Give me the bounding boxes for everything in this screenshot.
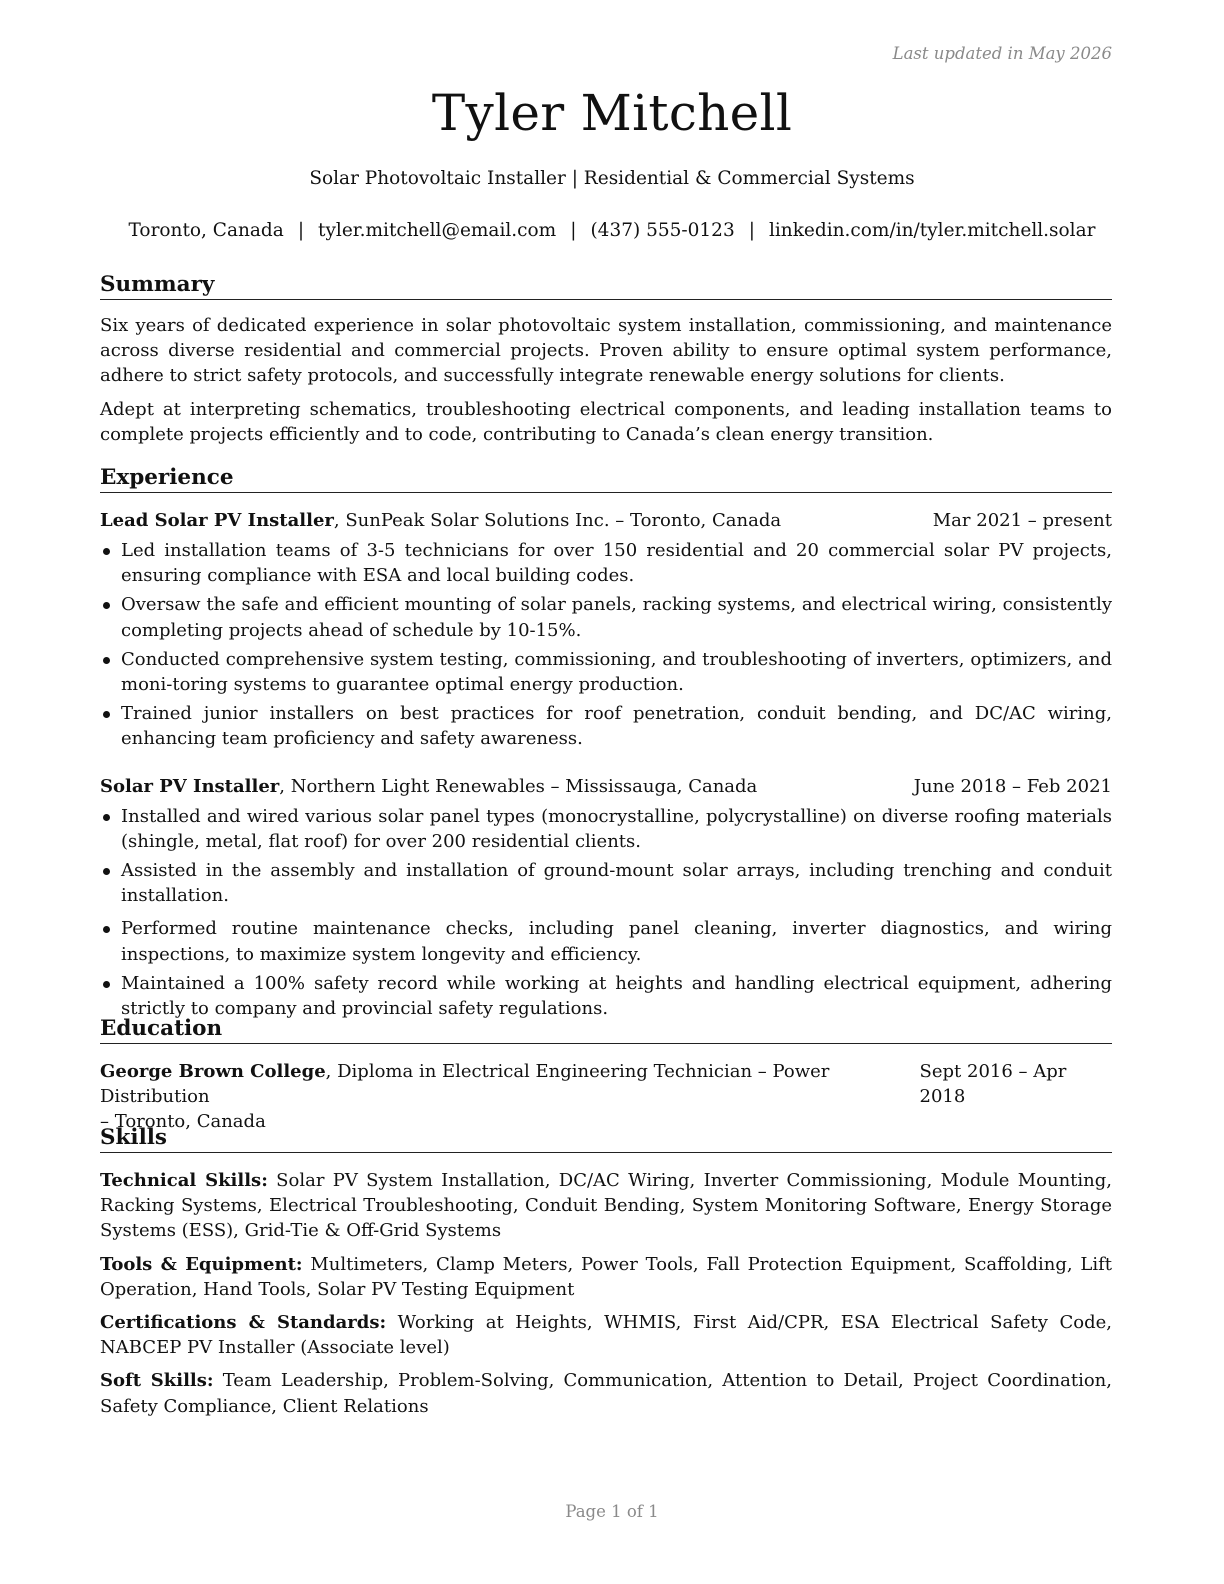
skill-group-text: Multimeters, Clamp Meters, Power Tools, Fall Protection Equipment, Scaffolding, Lift Operation, Hand Tools, Solar PV Testing Equipment: [100, 1253, 1112, 1300]
section-title-education: Education: [100, 1015, 1112, 1044]
job-dates: June 2018 – Feb 2021: [913, 775, 1112, 797]
education-dates: Sept 2016 – Apr 2018: [919, 1061, 1067, 1107]
last-updated-note: Last updated in May 2026: [892, 44, 1112, 63]
contact-separator: |: [570, 220, 577, 241]
job-bullet: Assisted in the assembly and installation of ground-mount solar arrays, including trenching and conduit installation.: [100, 858, 1112, 908]
job-header: [100, 508, 1112, 533]
job-org: , SunPeak Solar Solutions Inc. – Toronto, Canada: [333, 510, 782, 531]
job-entry: [100, 774, 1112, 1022]
skill-group-text: Solar PV System Installation, DC/AC Wiring, Inverter Commissioning, Module Mounting, Racking Systems, Electrical Troubleshooting, Conduit Bending, System Monitoring Software, Energy Storage Systems (ESS), Grid-Tie & Off-Grid Systems: [100, 1170, 1112, 1242]
job-title-line: [100, 774, 757, 799]
job-bullet: Led installation teams of 3-5 technicians for over 150 residential and 20 commercial solar PV projects, ensuring compliance with ESA and local building codes.: [100, 538, 1112, 588]
page-number: Page 1 of 1: [565, 1502, 659, 1521]
job-bullet: Conducted comprehensive system testing, commissioning, and troubleshooting of inverters, optimizers, and moni-toring systems to guarantee optimal energy production.: [100, 647, 1112, 697]
experience-section: [100, 464, 1112, 1021]
contact-line: [0, 220, 1224, 241]
skill-group: [100, 1368, 1112, 1418]
job-bullets: [100, 804, 1112, 1022]
job-title-line: [100, 508, 781, 533]
skill-group-label: Tools & Equipment:: [100, 1253, 303, 1275]
section-title-experience: Experience: [100, 464, 1112, 493]
job-bullet: Trained junior installers on best practices for roof penetration, conduit bending, and DC/AC wiring, enhancing team proficiency and safety awareness.: [100, 701, 1112, 751]
contact-separator: |: [297, 220, 305, 241]
headline: Solar Photovoltaic Installer | Residential & Commercial Systems: [309, 168, 915, 189]
candidate-name: Tyler Mitchell: [431, 84, 793, 142]
contact-separator: |: [748, 220, 755, 241]
job-bullet: Oversaw the safe and efficient mounting of solar panels, racking systems, and electrical wiring, consistently completing projects ahead of schedule by 10-15%.: [100, 592, 1112, 642]
job-role: Lead Solar PV Installer: [100, 510, 334, 531]
skill-group-text: Working at Heights, WHMIS, First Aid/CPR, ESA Electrical Safety Code, NABCEP PV Installer (Associate level): [100, 1312, 1112, 1359]
skill-group-label: Technical Skills:: [100, 1170, 268, 1191]
contact-email-link[interactable]: tyler.mitchell@email.com: [318, 220, 557, 241]
skill-group-label: Soft Skills:: [100, 1370, 214, 1392]
job-bullet: Performed routine maintenance checks, including panel cleaning, inverter diagnostics, and wiring inspections, to maximize system longevity and efficiency.: [100, 916, 1112, 966]
skills-section: [100, 1124, 1112, 1419]
contact-phone: (437) 555-0123: [590, 220, 735, 241]
skill-group: [100, 1252, 1112, 1302]
job-bullet: Installed and wired various solar panel types (monocrystalline, polycrystalline) on diverse roofing materials (shingle, metal, flat roof) for over 200 residential clients.: [100, 804, 1112, 854]
education-header: [100, 1059, 1112, 1109]
summary-paragraph: Adept at interpreting schematics, troubleshooting electrical components, and leading installation teams to complete projects efficiently and to code, contributing to Canada’s clean energy transition.: [100, 398, 1112, 445]
education-school: George Brown College: [100, 1061, 326, 1082]
contact-location: Toronto, Canada: [128, 220, 284, 241]
education-location: – Toronto, Canada: [100, 1111, 266, 1132]
job-dates: Mar 2021 – present: [932, 510, 1112, 531]
skill-group-label: Certifications & Standards:: [100, 1312, 387, 1334]
job-bullets: [100, 538, 1112, 752]
skill-group-text: Team Leadership, Problem-Solving, Communication, Attention to Detail, Project Coordination, Safety Compliance, Client Relations: [100, 1370, 1112, 1417]
education-detail: , Diploma in Electrical Engineering Technician – Power Distribution: [100, 1061, 830, 1107]
section-title-summary: Summary: [100, 271, 1112, 300]
education-title-line: [100, 1059, 920, 1109]
skill-group: [100, 1310, 1112, 1360]
job-role: Solar PV Installer: [100, 775, 280, 797]
contact-linkedin-link[interactable]: linkedin.com/in/tyler.mitchell.solar: [768, 220, 1096, 241]
job-bullet: Maintained a 100% safety record while working at heights and handling electrical equipment, adhering strictly to company and provincial safety regulations.: [100, 971, 1112, 1021]
summary-section: [100, 271, 1112, 447]
skill-group: [100, 1168, 1112, 1244]
job-org: , Northern Light Renewables – Mississauga, Canada: [279, 775, 758, 797]
job-entry: [100, 508, 1112, 752]
summary-paragraph: Six years of dedicated experience in solar photovoltaic system installation, commissioning, and maintenance across diverse residential and commercial projects. Proven ability to ensure optimal system performance, adhere to strict safety protocols, and successfully integrate renewable energy solutions for clients.: [100, 315, 1112, 387]
job-header: [100, 774, 1112, 799]
education-section: [100, 1015, 1112, 1134]
section-title-skills: Skills: [100, 1124, 1112, 1153]
